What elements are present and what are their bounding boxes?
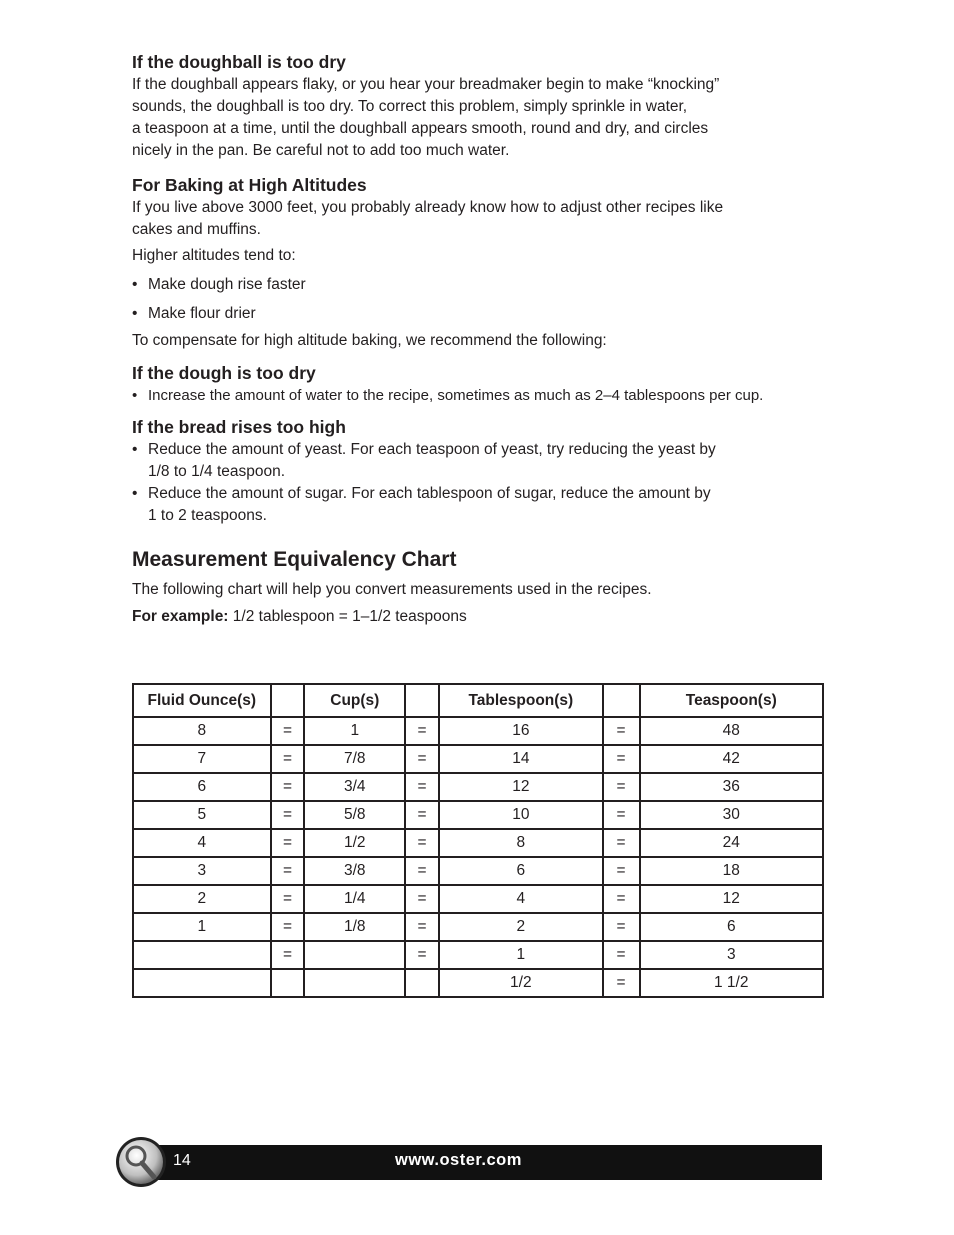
heading-dough-too-dry: If the dough is too dry: [132, 363, 316, 383]
table-row: [133, 941, 823, 969]
table-cell: 1: [439, 941, 603, 969]
table-cell: 3/8: [304, 857, 405, 885]
table-cell: 12: [439, 773, 603, 801]
table-cell: [304, 941, 405, 969]
table-header-cell: [405, 684, 439, 717]
table-cell: 5: [133, 801, 271, 829]
table-cell: =: [405, 773, 439, 801]
table-cell: [304, 969, 405, 997]
table-cell: 3: [133, 857, 271, 885]
heading-doughball-dry: If the doughball is too dry: [132, 52, 346, 72]
table-cell: =: [271, 857, 305, 885]
table-cell: =: [603, 801, 640, 829]
table-row: [133, 829, 823, 857]
table-cell: =: [405, 745, 439, 773]
altitude-bullet: • Make dough rise faster: [132, 274, 832, 296]
table-cell: 42: [640, 745, 824, 773]
page-number: 14: [173, 1152, 191, 1169]
table-cell: =: [405, 885, 439, 913]
table-cell: 8: [133, 717, 271, 745]
table-header-cell: [603, 684, 640, 717]
website-link[interactable]: www.oster.com: [395, 1151, 522, 1169]
table-cell: [133, 941, 271, 969]
table-cell: =: [271, 829, 305, 857]
table-cell: [133, 969, 271, 997]
chart-heading: Measurement Equivalency Chart: [132, 548, 457, 571]
table-cell: 5/8: [304, 801, 405, 829]
table-cell: 7/8: [304, 745, 405, 773]
table-cell: 1/2: [439, 969, 603, 997]
measurement-table: [132, 683, 824, 998]
table-header-cell: [271, 684, 305, 717]
chart-example: [132, 606, 832, 628]
table-header-cell: Fluid Ounce(s): [133, 684, 271, 717]
table-cell: =: [603, 745, 640, 773]
table-cell: 2: [439, 913, 603, 941]
table-cell: =: [271, 745, 305, 773]
table-cell: 14: [439, 745, 603, 773]
table-cell: 6: [439, 857, 603, 885]
doughball-line: sounds, the doughball is too dry. To correct this problem, simply sprinkle in water,: [132, 98, 688, 115]
rises-high-bullet-cont: 1/8 to 1/4 teaspoon.: [148, 463, 286, 480]
table-cell: 24: [640, 829, 824, 857]
table-cell: 1: [133, 913, 271, 941]
table-cell: 18: [640, 857, 824, 885]
table-cell: 3/4: [304, 773, 405, 801]
table-cell: =: [603, 913, 640, 941]
table-cell: 1 1/2: [640, 969, 824, 997]
table-body: [133, 717, 823, 997]
rises-high-bullet: • Reduce the amount of yeast. For each teaspoon of yeast, try reducing the yeast by: [132, 439, 832, 461]
table-cell: 1/4: [304, 885, 405, 913]
rises-high-bullet-cont: 1 to 2 teaspoons.: [148, 507, 267, 524]
table-cell: =: [271, 773, 305, 801]
table-row: [133, 913, 823, 941]
table-header-cell: Cup(s): [304, 684, 405, 717]
table-cell: =: [603, 941, 640, 969]
table-row: [133, 885, 823, 913]
table-cell: 4: [439, 885, 603, 913]
table-cell: =: [405, 801, 439, 829]
table-cell: =: [603, 773, 640, 801]
table-cell: 7: [133, 745, 271, 773]
table-cell: 6: [640, 913, 824, 941]
table-cell: 12: [640, 885, 824, 913]
table-header-cell: Tablespoon(s): [439, 684, 603, 717]
doughball-line: nicely in the pan. Be careful not to add too much water.: [132, 142, 510, 159]
table-cell: =: [603, 717, 640, 745]
table-header-cell: Teaspoon(s): [640, 684, 824, 717]
table-cell: =: [271, 717, 305, 745]
altitude-bullet: • Make flour drier: [132, 303, 832, 325]
altitude-tend: Higher altitudes tend to:: [132, 247, 296, 264]
table-row: [133, 969, 823, 997]
table-cell: =: [405, 941, 439, 969]
rises-high-bullet: • Reduce the amount of sugar. For each tablespoon of sugar, reduce the amount by: [132, 483, 832, 505]
table-cell: =: [405, 913, 439, 941]
table-cell: =: [603, 969, 640, 997]
page-content: [132, 50, 832, 628]
heading-bread-rises-high: If the bread rises too high: [132, 417, 346, 437]
table-cell: 1/8: [304, 913, 405, 941]
doughball-line: If the doughball appears flaky, or you hear your breadmaker begin to make “knocking”: [132, 76, 720, 93]
altitude-compensate: To compensate for high altitude baking, we recommend the following:: [132, 332, 607, 349]
table-cell: =: [603, 885, 640, 913]
table-row: [133, 745, 823, 773]
table-cell: 36: [640, 773, 824, 801]
table-cell: =: [405, 857, 439, 885]
table-cell: =: [271, 913, 305, 941]
table-row: [133, 801, 823, 829]
table-cell: [405, 969, 439, 997]
dough-dry-bullet: • Increase the amount of water to the recipe, sometimes as much as 2–4 tablespoons per cup.: [132, 385, 832, 407]
chart-example-label: For example:: [132, 608, 229, 625]
table-cell: [271, 969, 305, 997]
table-cell: 2: [133, 885, 271, 913]
chart-intro: The following chart will help you convert measurements used in the recipes.: [132, 581, 652, 598]
table-cell: 10: [439, 801, 603, 829]
table-cell: 48: [640, 717, 824, 745]
table-cell: =: [271, 801, 305, 829]
table-cell: 1/2: [304, 829, 405, 857]
magnifier-icon: [114, 1135, 168, 1189]
table-cell: =: [603, 829, 640, 857]
table-cell: 30: [640, 801, 824, 829]
table-row: [133, 857, 823, 885]
table-cell: 16: [439, 717, 603, 745]
table-cell: 1: [304, 717, 405, 745]
table-cell: 3: [640, 941, 824, 969]
chart-example-text: 1/2 tablespoon = 1–1/2 teaspoons: [228, 608, 467, 625]
table-cell: 8: [439, 829, 603, 857]
table-cell: =: [405, 829, 439, 857]
heading-high-altitude: For Baking at High Altitudes: [132, 175, 367, 195]
table-row: [133, 717, 823, 745]
table-header-row: [133, 684, 823, 717]
table-row: [133, 773, 823, 801]
table-cell: =: [405, 717, 439, 745]
altitude-intro-line: cakes and muffins.: [132, 221, 261, 238]
table-cell: 4: [133, 829, 271, 857]
table-cell: =: [271, 941, 305, 969]
altitude-intro-line: If you live above 3000 feet, you probably already know how to adjust other recipes like: [132, 199, 724, 216]
doughball-line: a teaspoon at a time, until the doughball appears smooth, round and dry, and circles: [132, 120, 709, 137]
table-cell: =: [271, 885, 305, 913]
table-cell: =: [603, 857, 640, 885]
table-cell: 6: [133, 773, 271, 801]
